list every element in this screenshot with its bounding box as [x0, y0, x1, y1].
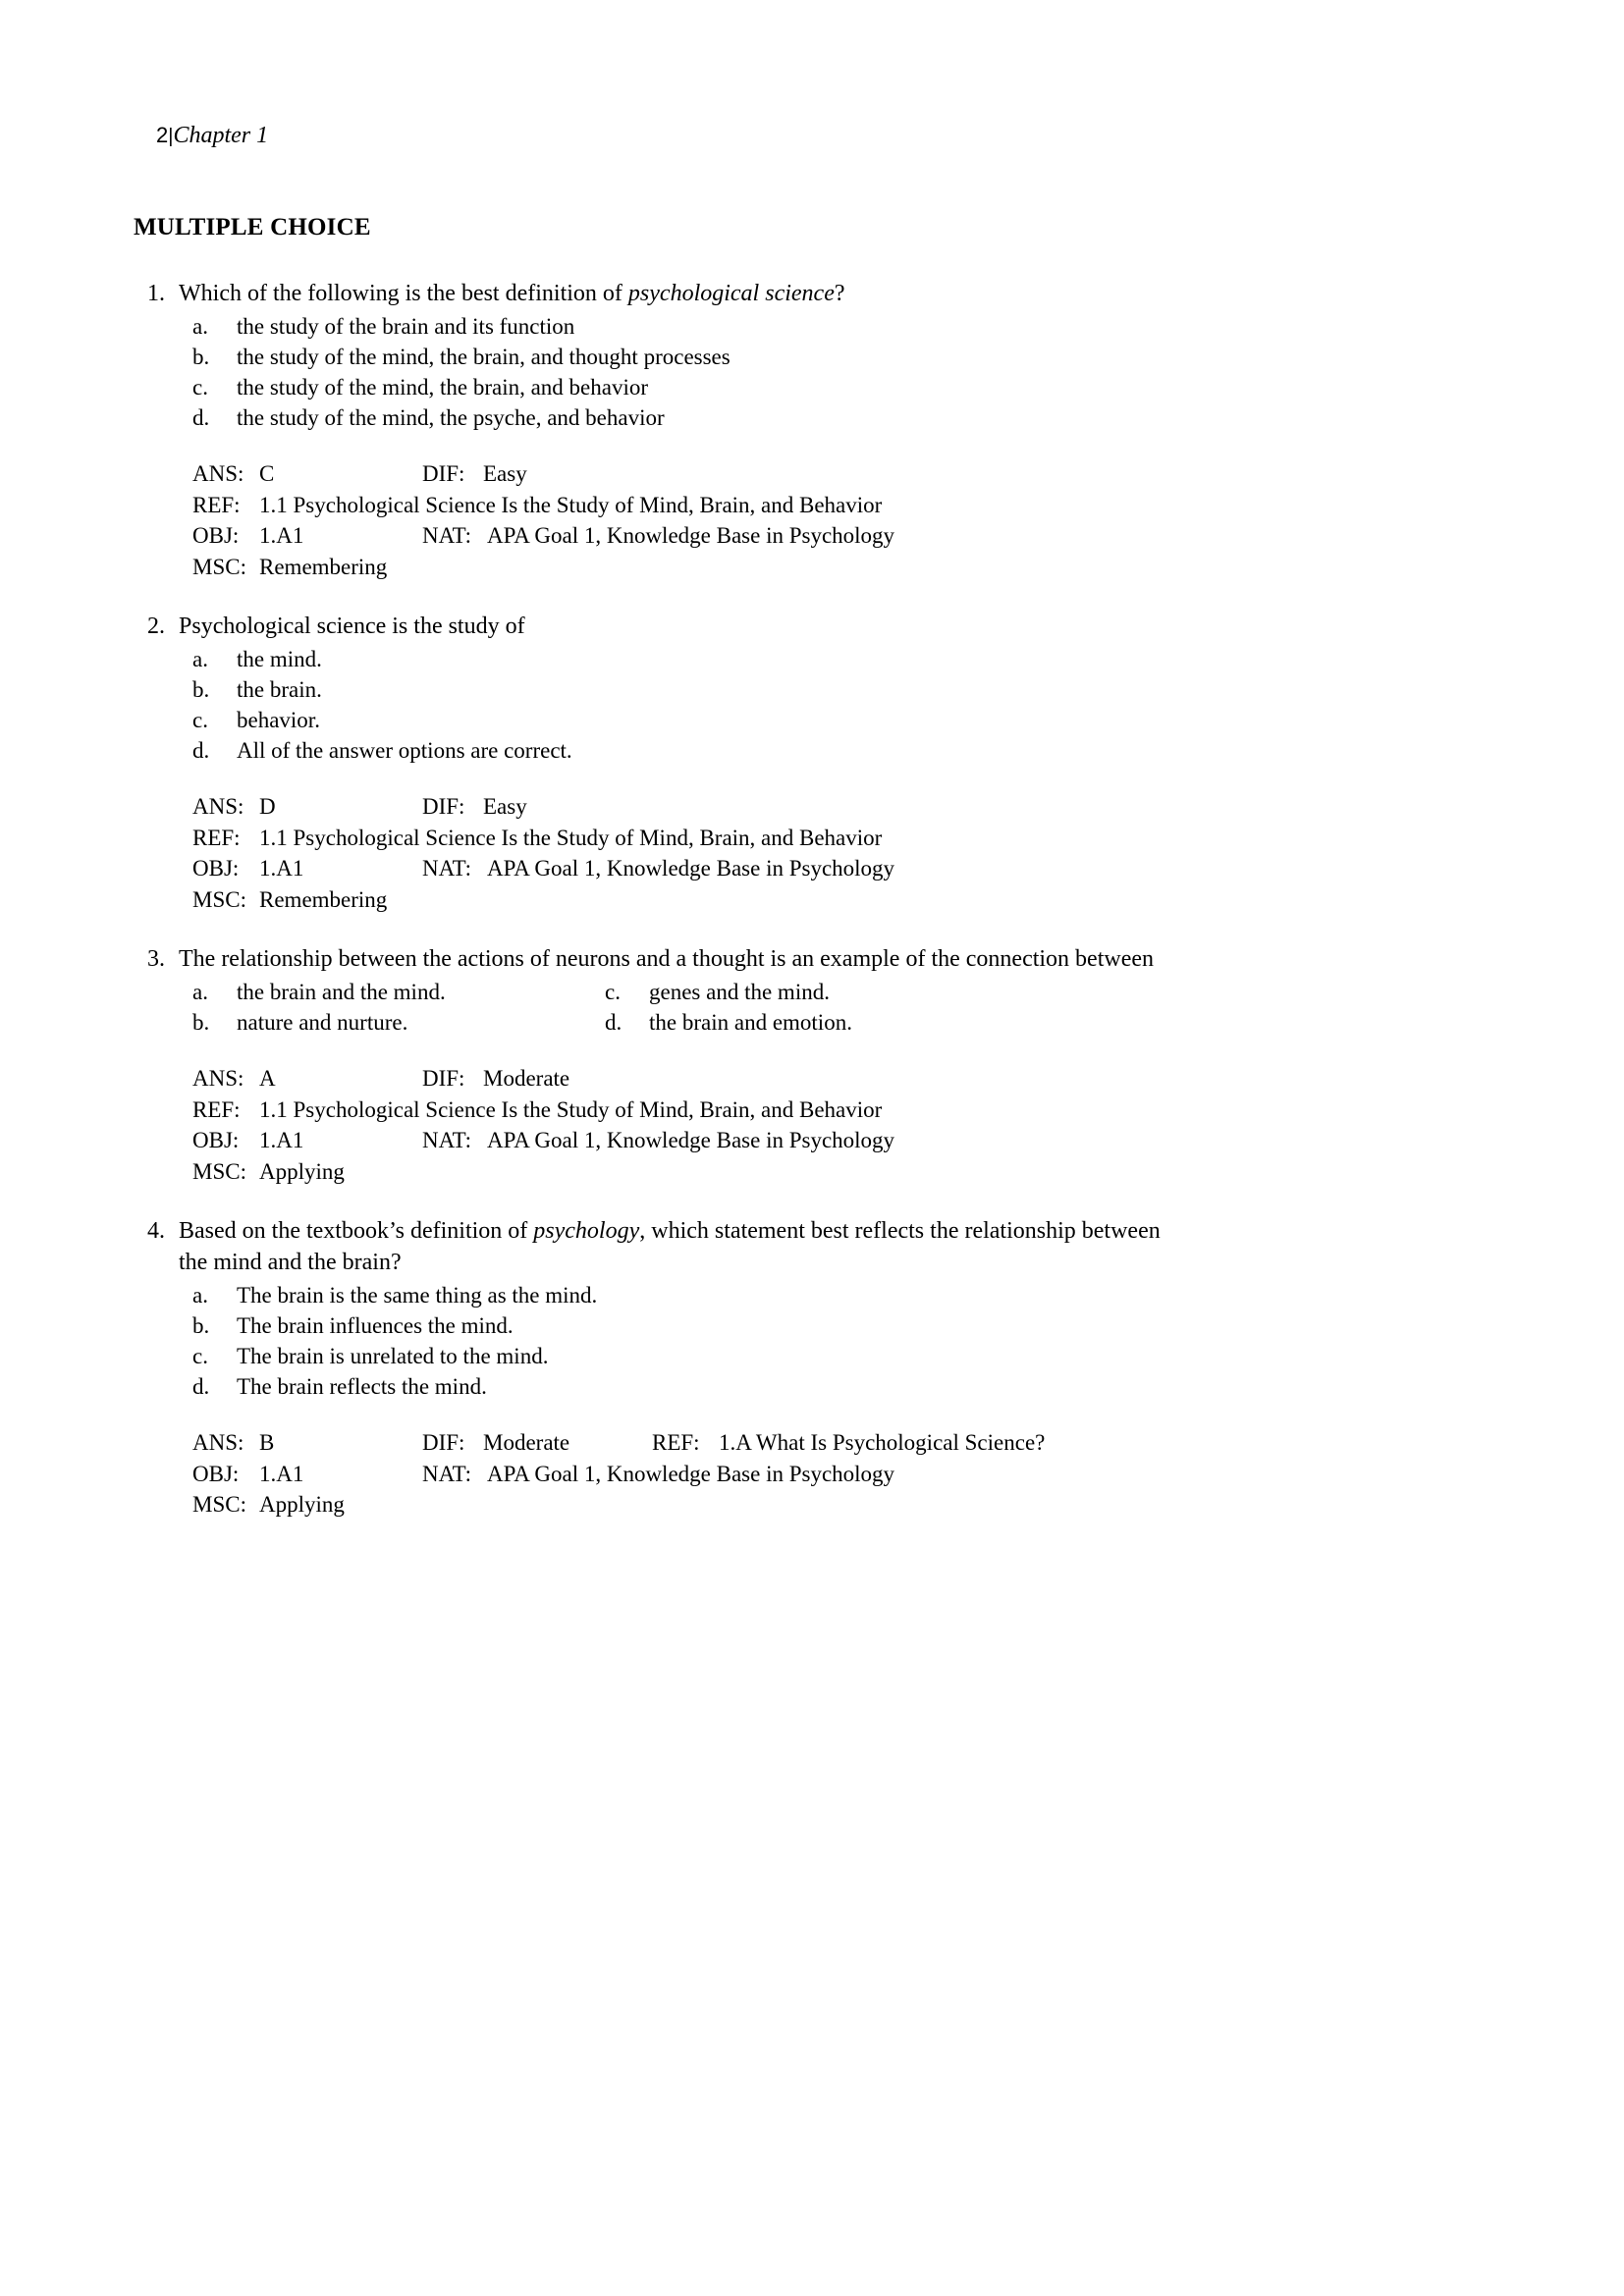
option-text: The brain is unrelated to the mind. [237, 1344, 549, 1369]
metadata-line-ref [192, 490, 1506, 521]
ref-label: REF: [652, 1430, 700, 1456]
ref-label: REF: [192, 825, 241, 850]
stem-text-before: Based on the textbook’s definition of [179, 1218, 534, 1245]
msc-label: MSC: [192, 1158, 246, 1184]
option-b[interactable] [192, 674, 1506, 705]
stem-emphasis: psychological science [627, 280, 835, 306]
option-text: the study of the brain and its function [237, 313, 575, 339]
option-letter: d. [192, 738, 210, 764]
page-number: 2 [156, 122, 169, 147]
question-stem [179, 944, 1170, 976]
msc-label: MSC: [192, 886, 246, 912]
option-text: behavior. [237, 708, 320, 733]
ref-value: 1.1 Psychological Science Is the Study of Mind, Brain, and Behavior [259, 1096, 883, 1122]
header-separator: | [168, 125, 174, 147]
option-d[interactable] [605, 1007, 852, 1038]
answer-metadata [192, 791, 1506, 915]
option-letter: d. [192, 1374, 210, 1400]
question-stem [179, 1216, 1170, 1279]
stem-emphasis: psychology [533, 1218, 640, 1245]
option-letter: c. [605, 980, 621, 1005]
stem-text-before: Psychological science is the study of [179, 614, 525, 640]
option-letter: b. [192, 1010, 210, 1036]
nat-label: NAT: [422, 856, 471, 881]
option-letter: c. [192, 374, 208, 400]
nat-label: NAT: [422, 1128, 471, 1153]
nat-label: NAT: [422, 1461, 471, 1486]
ans-value: C [259, 461, 275, 487]
ans-label: ANS: [192, 1430, 244, 1456]
ref-value: 1.1 Psychological Science Is the Study of Mind, Brain, and Behavior [259, 825, 883, 850]
stem-text-after: ? [834, 280, 845, 306]
question-item [134, 612, 1506, 915]
answer-metadata [192, 1063, 1506, 1187]
option-list [192, 1280, 1506, 1402]
option-list [192, 644, 1506, 766]
metadata-line-obj [192, 1125, 1506, 1156]
metadata-line-msc [192, 1156, 1506, 1188]
msc-label: MSC: [192, 1492, 246, 1518]
msc-value: Applying [259, 1492, 345, 1518]
metadata-line-msc [192, 884, 1506, 916]
dif-value: Easy [483, 794, 527, 820]
option-a[interactable] [192, 644, 1506, 674]
nat-value: APA Goal 1, Knowledge Base in Psychology [487, 856, 895, 881]
question-stem-row [134, 1216, 1506, 1279]
stem-text-after: , which statement best reflects the relationship between the mind and the brain? [179, 1218, 1161, 1276]
option-letter: b. [192, 344, 210, 369]
option-list [192, 311, 1506, 433]
option-a[interactable] [192, 311, 1506, 342]
option-text: The brain is the same thing as the mind. [237, 1282, 598, 1308]
option-text: genes and the mind. [649, 980, 830, 1005]
dif-label: DIF: [422, 1430, 465, 1456]
metadata-line-msc [192, 1489, 1506, 1521]
nat-label: NAT: [422, 523, 471, 549]
option-text: the brain and emotion. [649, 1010, 852, 1036]
chapter-label: Chapter 1 [173, 122, 269, 148]
option-c[interactable] [192, 1341, 1506, 1371]
obj-value: 1.A1 [259, 1461, 304, 1486]
question-number: 2. [147, 614, 165, 640]
ref-value: 1.1 Psychological Science Is the Study of Mind, Brain, and Behavior [259, 492, 883, 517]
metadata-line-ans [192, 458, 1506, 490]
ans-value: A [259, 1066, 276, 1092]
metadata-line-obj [192, 1459, 1506, 1490]
option-text: All of the answer options are correct. [237, 738, 572, 764]
option-c[interactable] [192, 705, 1506, 735]
metadata-line-ans [192, 1427, 1506, 1459]
option-text: the study of the mind, the psyche, and behavior [237, 405, 665, 431]
option-letter: d. [192, 405, 210, 431]
option-row [192, 977, 1506, 1007]
option-letter: c. [192, 1344, 208, 1369]
ans-label: ANS: [192, 794, 244, 820]
metadata-line-obj [192, 520, 1506, 552]
metadata-line-ans [192, 1063, 1506, 1095]
obj-label: OBJ: [192, 523, 240, 549]
question-stem [179, 279, 1170, 310]
ans-value: B [259, 1430, 275, 1456]
option-b[interactable] [192, 1310, 1506, 1341]
ref-value: 1.A What Is Psychological Science? [719, 1430, 1046, 1456]
option-a[interactable] [192, 977, 605, 1007]
question-item [134, 1216, 1506, 1521]
option-text: the study of the mind, the brain, and thought processes [237, 344, 731, 369]
option-text: the brain and the mind. [237, 980, 446, 1005]
obj-label: OBJ: [192, 856, 240, 881]
option-d[interactable] [192, 402, 1506, 433]
option-b[interactable] [192, 1007, 605, 1038]
option-list [192, 977, 1506, 1038]
question-stem-row [134, 279, 1506, 310]
dif-value: Moderate [483, 1430, 570, 1456]
stem-text-before: The relationship between the actions of neurons and a thought is an example of the connection between [179, 946, 1155, 973]
option-row [192, 1007, 1506, 1038]
option-letter: b. [192, 1313, 210, 1339]
msc-label: MSC: [192, 554, 246, 579]
stem-text-before: Which of the following is the best definition of [179, 280, 628, 306]
ans-label: ANS: [192, 461, 244, 487]
section-heading: MULTIPLE CHOICE [134, 213, 371, 240]
metadata-line-ans [192, 791, 1506, 823]
option-text: nature and nurture. [237, 1010, 408, 1036]
running-header [134, 94, 1506, 177]
ans-label: ANS: [192, 1066, 244, 1092]
dif-label: DIF: [422, 794, 465, 820]
nat-value: APA Goal 1, Knowledge Base in Psychology [487, 1461, 895, 1486]
option-c[interactable] [605, 977, 830, 1007]
obj-label: OBJ: [192, 1128, 240, 1153]
option-letter: d. [605, 1010, 623, 1036]
question-number: 4. [147, 1218, 165, 1245]
question-stem [179, 612, 1170, 643]
obj-value: 1.A1 [259, 1128, 304, 1153]
option-d[interactable] [192, 735, 1506, 766]
option-text: the brain. [237, 677, 322, 703]
metadata-line-ref [192, 1095, 1506, 1126]
dif-value: Easy [483, 461, 527, 487]
option-text: the study of the mind, the brain, and behavior [237, 374, 649, 400]
dif-value: Moderate [483, 1066, 570, 1092]
question-number: 1. [147, 280, 165, 306]
msc-value: Remembering [259, 886, 388, 912]
option-letter: a. [192, 980, 208, 1005]
question-item [134, 279, 1506, 582]
obj-value: 1.A1 [259, 523, 304, 549]
option-a[interactable] [192, 1280, 1506, 1310]
option-text: the mind. [237, 646, 322, 671]
option-text: The brain influences the mind. [237, 1313, 514, 1339]
option-letter: a. [192, 1282, 208, 1308]
nat-value: APA Goal 1, Knowledge Base in Psychology [487, 1128, 895, 1153]
option-c[interactable] [192, 372, 1506, 402]
msc-value: Remembering [259, 554, 388, 579]
obj-label: OBJ: [192, 1461, 240, 1486]
question-number: 3. [147, 946, 165, 973]
obj-value: 1.A1 [259, 856, 304, 881]
nat-value: APA Goal 1, Knowledge Base in Psychology [487, 523, 895, 549]
question-stem-row [134, 612, 1506, 643]
option-d[interactable] [192, 1371, 1506, 1402]
option-letter: b. [192, 677, 210, 703]
option-letter: a. [192, 646, 208, 671]
dif-label: DIF: [422, 1066, 465, 1092]
option-b[interactable] [192, 342, 1506, 372]
answer-metadata [192, 1427, 1506, 1521]
question-stem-row [134, 944, 1506, 976]
metadata-line-msc [192, 552, 1506, 583]
dif-label: DIF: [422, 461, 465, 487]
option-text: The brain reflects the mind. [237, 1374, 487, 1400]
option-letter: a. [192, 313, 208, 339]
metadata-line-obj [192, 853, 1506, 884]
metadata-line-ref [192, 823, 1506, 854]
answer-metadata [192, 458, 1506, 582]
option-letter: c. [192, 708, 208, 733]
msc-value: Applying [259, 1158, 345, 1184]
ans-value: D [259, 794, 276, 820]
question-item [134, 944, 1506, 1187]
ref-label: REF: [192, 492, 241, 517]
ref-label: REF: [192, 1096, 241, 1122]
